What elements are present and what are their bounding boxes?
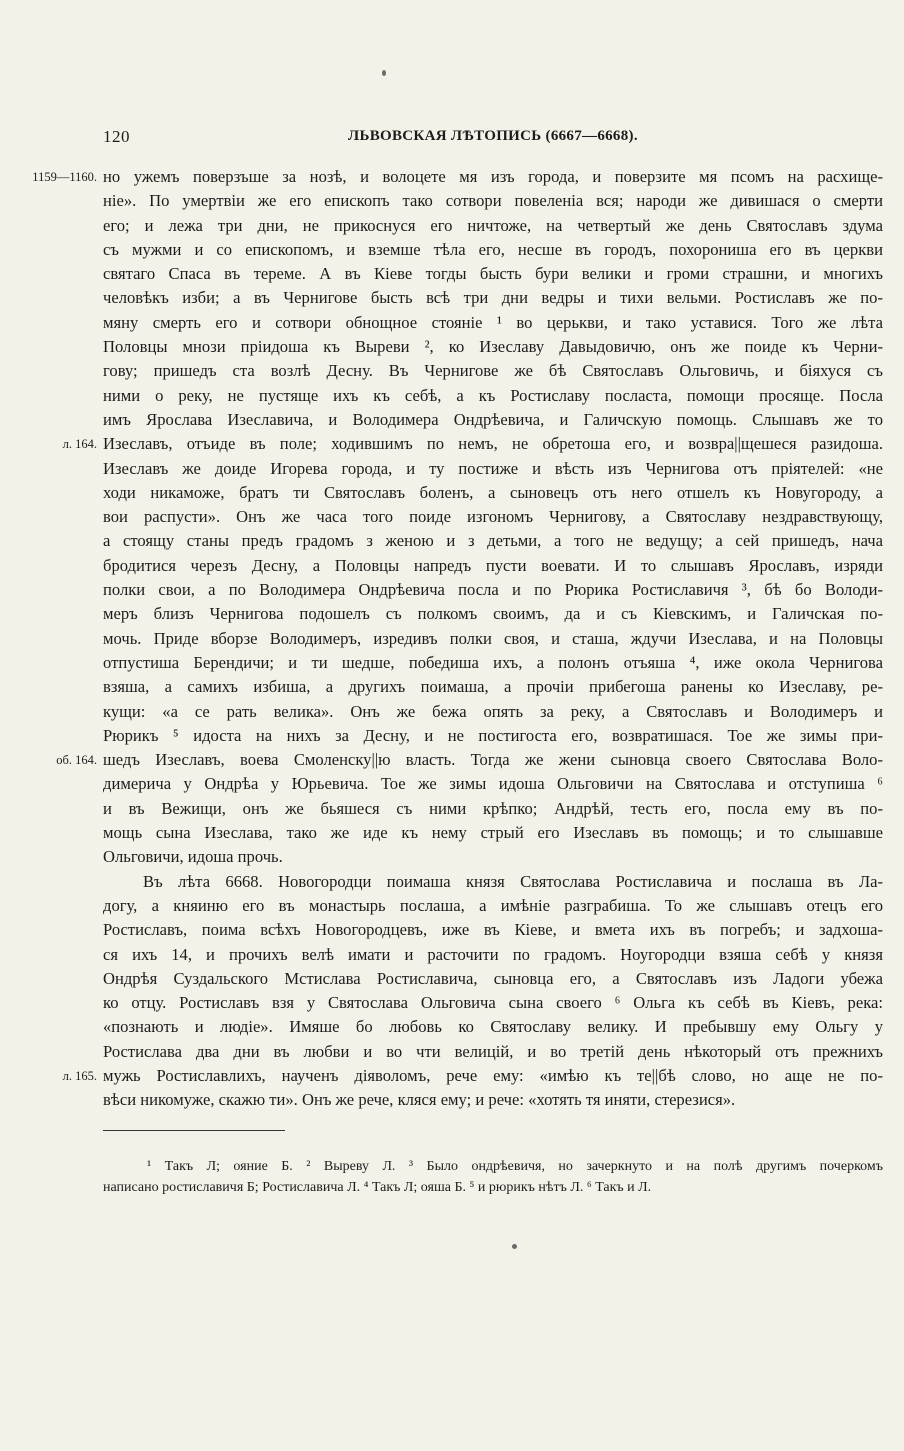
line-text: Рюрикъ ⁵ идоста на нихъ за Десну, и не постигоста его, возвратишася. Тое же зимы при- <box>103 725 883 745</box>
line-text: вои распусти». Онъ же часа того поиде изгономъ Чернигову, а Святославу нездравствующу, <box>103 507 883 527</box>
line-text: гову; пришедъ ста возлѣ Десну. Въ Чернигове же бѣ Святославъ Ольговичь, и бiяхуся съ <box>103 361 883 381</box>
text-line <box>103 408 883 432</box>
text-line <box>103 943 883 967</box>
text-line <box>103 967 883 991</box>
text-line <box>103 286 883 310</box>
text-line <box>103 821 883 845</box>
text-line <box>103 335 883 359</box>
page-header <box>103 127 883 151</box>
line-text: взяша, а самихъ избиша, а другихъ поимаша, а прочіи прибегоша ранены ко Изеславу, ре- <box>103 677 883 697</box>
margin-note: л. 165. <box>62 1068 97 1083</box>
line-text: мочь. Приде вборзе Володимеръ, изредивъ полки своя, и сташа, ждучи Изеслава, и на Половцы <box>103 628 883 648</box>
running-title: ЛЬВОВСКАЯ ЛѢТОПИСЬ (6667—6668). <box>348 128 638 144</box>
footnote-line: написано ростиславичя Б; Ростиславича Л. ⁴ Такъ Л; ояша Б. ⁵ и рюрикъ нѣтъ Л. ⁶ Такъ и Л. <box>103 1180 652 1195</box>
line-text: Половцы мнози пріидоша къ Выреви ², ко Изеславу Давыдовичю, онъ же поиде къ Черни- <box>103 337 883 357</box>
line-text: меръ близъ Чернигова подошелъ съ полкомъ своимъ, да и съ Кіевскимъ, и Галичская по- <box>103 604 883 624</box>
line-text: Изеславъ, отъиде въ поле; ходившимъ по немъ, не обретоша его, и возвра||щешеся разидоша. <box>103 434 883 454</box>
line-text: Ростиславъ, поима всѣхъ Новогородцевъ, иже въ Кіеве, и вмета ихъ въ погребъ; и задхоша- <box>103 920 883 940</box>
text-line <box>103 991 883 1015</box>
text-line <box>103 481 883 505</box>
text-line <box>103 797 883 821</box>
line-text: ніе». По умертвіи же его епископъ тако сотвори повеленіа вся; народи же дивишася о смерти <box>103 191 883 211</box>
text-line <box>103 311 883 335</box>
text-line <box>103 918 883 942</box>
line-text: отпустиша Берендичи; и ти шедше, победиша ихъ, а полонъ отъяша ⁴, иже окола Чернигова <box>103 652 883 672</box>
text-line <box>103 1088 883 1112</box>
footnote-line: ¹ Такъ Л; ояние Б. ² Выреву Л. ³ Было ондрѣевичя, но зачеркнуто и на полѣ другимъ почеркомъ <box>147 1159 883 1174</box>
line-text: шедъ Изеславъ, воева Смоленску||ю власть. Тогда же жени сыновца своего Святослава Воло- <box>103 750 883 770</box>
line-text: Ондрѣя Суздальского Мстислава Ростиславича, сыновца его, а Святославъ изъ Ладоги убежа <box>103 968 883 988</box>
line-text: мужь Ростиславлихъ, наученъ діяволомъ, рече ему: «имѣю къ те||бѣ слово, но аще не по- <box>103 1065 883 1085</box>
line-text: кущи: «а се рать велика». Онъ же бежа опять за реку, а Святославъ и Володимеръ и <box>103 701 883 721</box>
text-line <box>103 262 883 286</box>
text-line <box>103 700 883 724</box>
ink-speck <box>382 70 386 76</box>
text-line <box>103 214 883 238</box>
text-line <box>32 165 883 189</box>
margin-note: об. 164. <box>56 753 97 768</box>
line-text: вѣси никомуже, скажю ти». Онъ же рече, кляся ему; и рече: «хотять тя иняти, стерезися». <box>103 1090 736 1110</box>
line-text: ходи никаможе, братъ ти Святославъ боленъ, а сыновецъ отъ него отшелъ къ Новугороду, а <box>103 482 883 502</box>
text-line <box>103 359 883 383</box>
line-text: ними о реку, не пустяще ихъ къ себѣ, а къ Ростиславу посласта, помощи просяще. Посла <box>103 385 883 405</box>
line-text: съ мужми и со епископомъ, и вземше тѣла его, несше въ городъ, похорониша его въ церкви <box>103 239 883 259</box>
text-line <box>62 1064 883 1088</box>
text-line <box>103 238 883 262</box>
text-line <box>103 384 883 408</box>
text-line <box>103 1040 883 1064</box>
line-text: имъ Ярослава Изеславича, и Володимера Ондрѣевича, и Галичскую помощь. Слышавъ же то <box>103 409 883 429</box>
line-text: но ужемъ поверзъше за нозѣ, и волоцете мя изъ города, и поверзите мя псомъ на расхище- <box>103 167 883 186</box>
footnote-divider <box>103 1130 285 1131</box>
line-text: а стоящу станы предъ градомъ з женою и з детьми, а того не ведущу; а сей пришедъ, нача <box>103 531 883 551</box>
text-line <box>103 772 883 796</box>
line-text: ся ихъ 14, и прочихъ велѣ имати и расточити по градомъ. Ноугородци взяша себѣ у князя <box>103 944 883 964</box>
text-line <box>103 505 883 529</box>
text-line <box>56 748 883 772</box>
line-text: бродитися черезъ Десну, а Половцы напредъ пусти воевати. И то слышавъ Ярославъ, изряди <box>103 555 883 575</box>
text-line <box>103 870 883 894</box>
text-line <box>103 529 883 553</box>
line-text: человѣкъ изби; а въ Чернигове бысть всѣ три дни ведры и тихи вельми. Ростиславъ же по- <box>103 288 883 308</box>
page-number: 120 <box>103 127 130 146</box>
text-line <box>103 675 883 699</box>
ink-speck <box>512 1244 517 1249</box>
line-text: «познають и людіе». Имяше бо любовь ко Святославу велику. И пребывшу ему Ольгу у <box>103 1017 883 1037</box>
line-text: Ростислава два дни въ любви и во чти велицій, и во третій день нѣкоторый отъ прежнихъ <box>103 1041 883 1061</box>
line-text: святаго Спаса въ тереме. А въ Кіеве тогды бысть бури велики и громи страшни, и многихъ <box>103 264 883 284</box>
line-text: полки свои, а по Володимера Ондрѣевича посла и по Рюрика Ростиславичя ³, бѣ бо Володи- <box>103 580 883 600</box>
line-text: и въ Вежищи, онъ же бьяшеся съ ними крѣпко; Андрѣй, тесть его, посла ему въ по- <box>103 798 883 818</box>
text-line <box>103 554 883 578</box>
text-line <box>103 894 883 918</box>
line-text: ко отцу. Ростиславъ взя у Святослава Ольговича сына своего ⁶ Ольга къ себѣ въ Кіевъ, река: <box>103 993 883 1013</box>
line-text: Ольговичи, идоша прочь. <box>103 847 283 867</box>
text-line <box>103 1015 883 1039</box>
text-line <box>103 602 883 626</box>
line-text: мяну смерть его и сотвори обнощное стояніе ¹ во церькви, и тако уставися. Того же лѣта <box>103 312 883 332</box>
line-text: догу, а княиню его въ монастырь послаша, а имѣніе разграбиша. То же слышавъ отецъ его <box>103 895 883 915</box>
text-line <box>103 845 883 869</box>
text-line <box>103 627 883 651</box>
margin-note: л. 164. <box>62 437 97 452</box>
line-text: Въ лѣта 6668. Новогородци поимаша князя Святослава Ростиславича и послаша въ Ла- <box>143 871 883 891</box>
text-line <box>103 457 883 481</box>
line-text: мощь сына Изеслава, тако же иде къ нему стрый его Изеславъ въ помощь; и то слышавше <box>103 823 883 843</box>
text-line <box>103 651 883 675</box>
text-line <box>103 724 883 748</box>
line-text: его; и лежа три дни, не прикоснуся его ничтоже, на четвертый же день Святославъ здума <box>103 215 883 235</box>
margin-note: 1159—1160. <box>32 170 97 184</box>
line-text: димерича у Ондрѣа у Юрьевича. Тое же зимы идоша Ольговичи на Святослава и отступиша ⁶ <box>103 774 883 794</box>
footnotes <box>103 1156 883 1198</box>
text-line <box>103 578 883 602</box>
text-line <box>62 432 883 456</box>
main-text <box>32 165 883 1113</box>
line-text: Изеславъ же доиде Игорева города, и ту постиже и вѣсть изъ Чернигова отъ пріятелей: «не <box>103 458 883 478</box>
text-line <box>103 189 883 213</box>
